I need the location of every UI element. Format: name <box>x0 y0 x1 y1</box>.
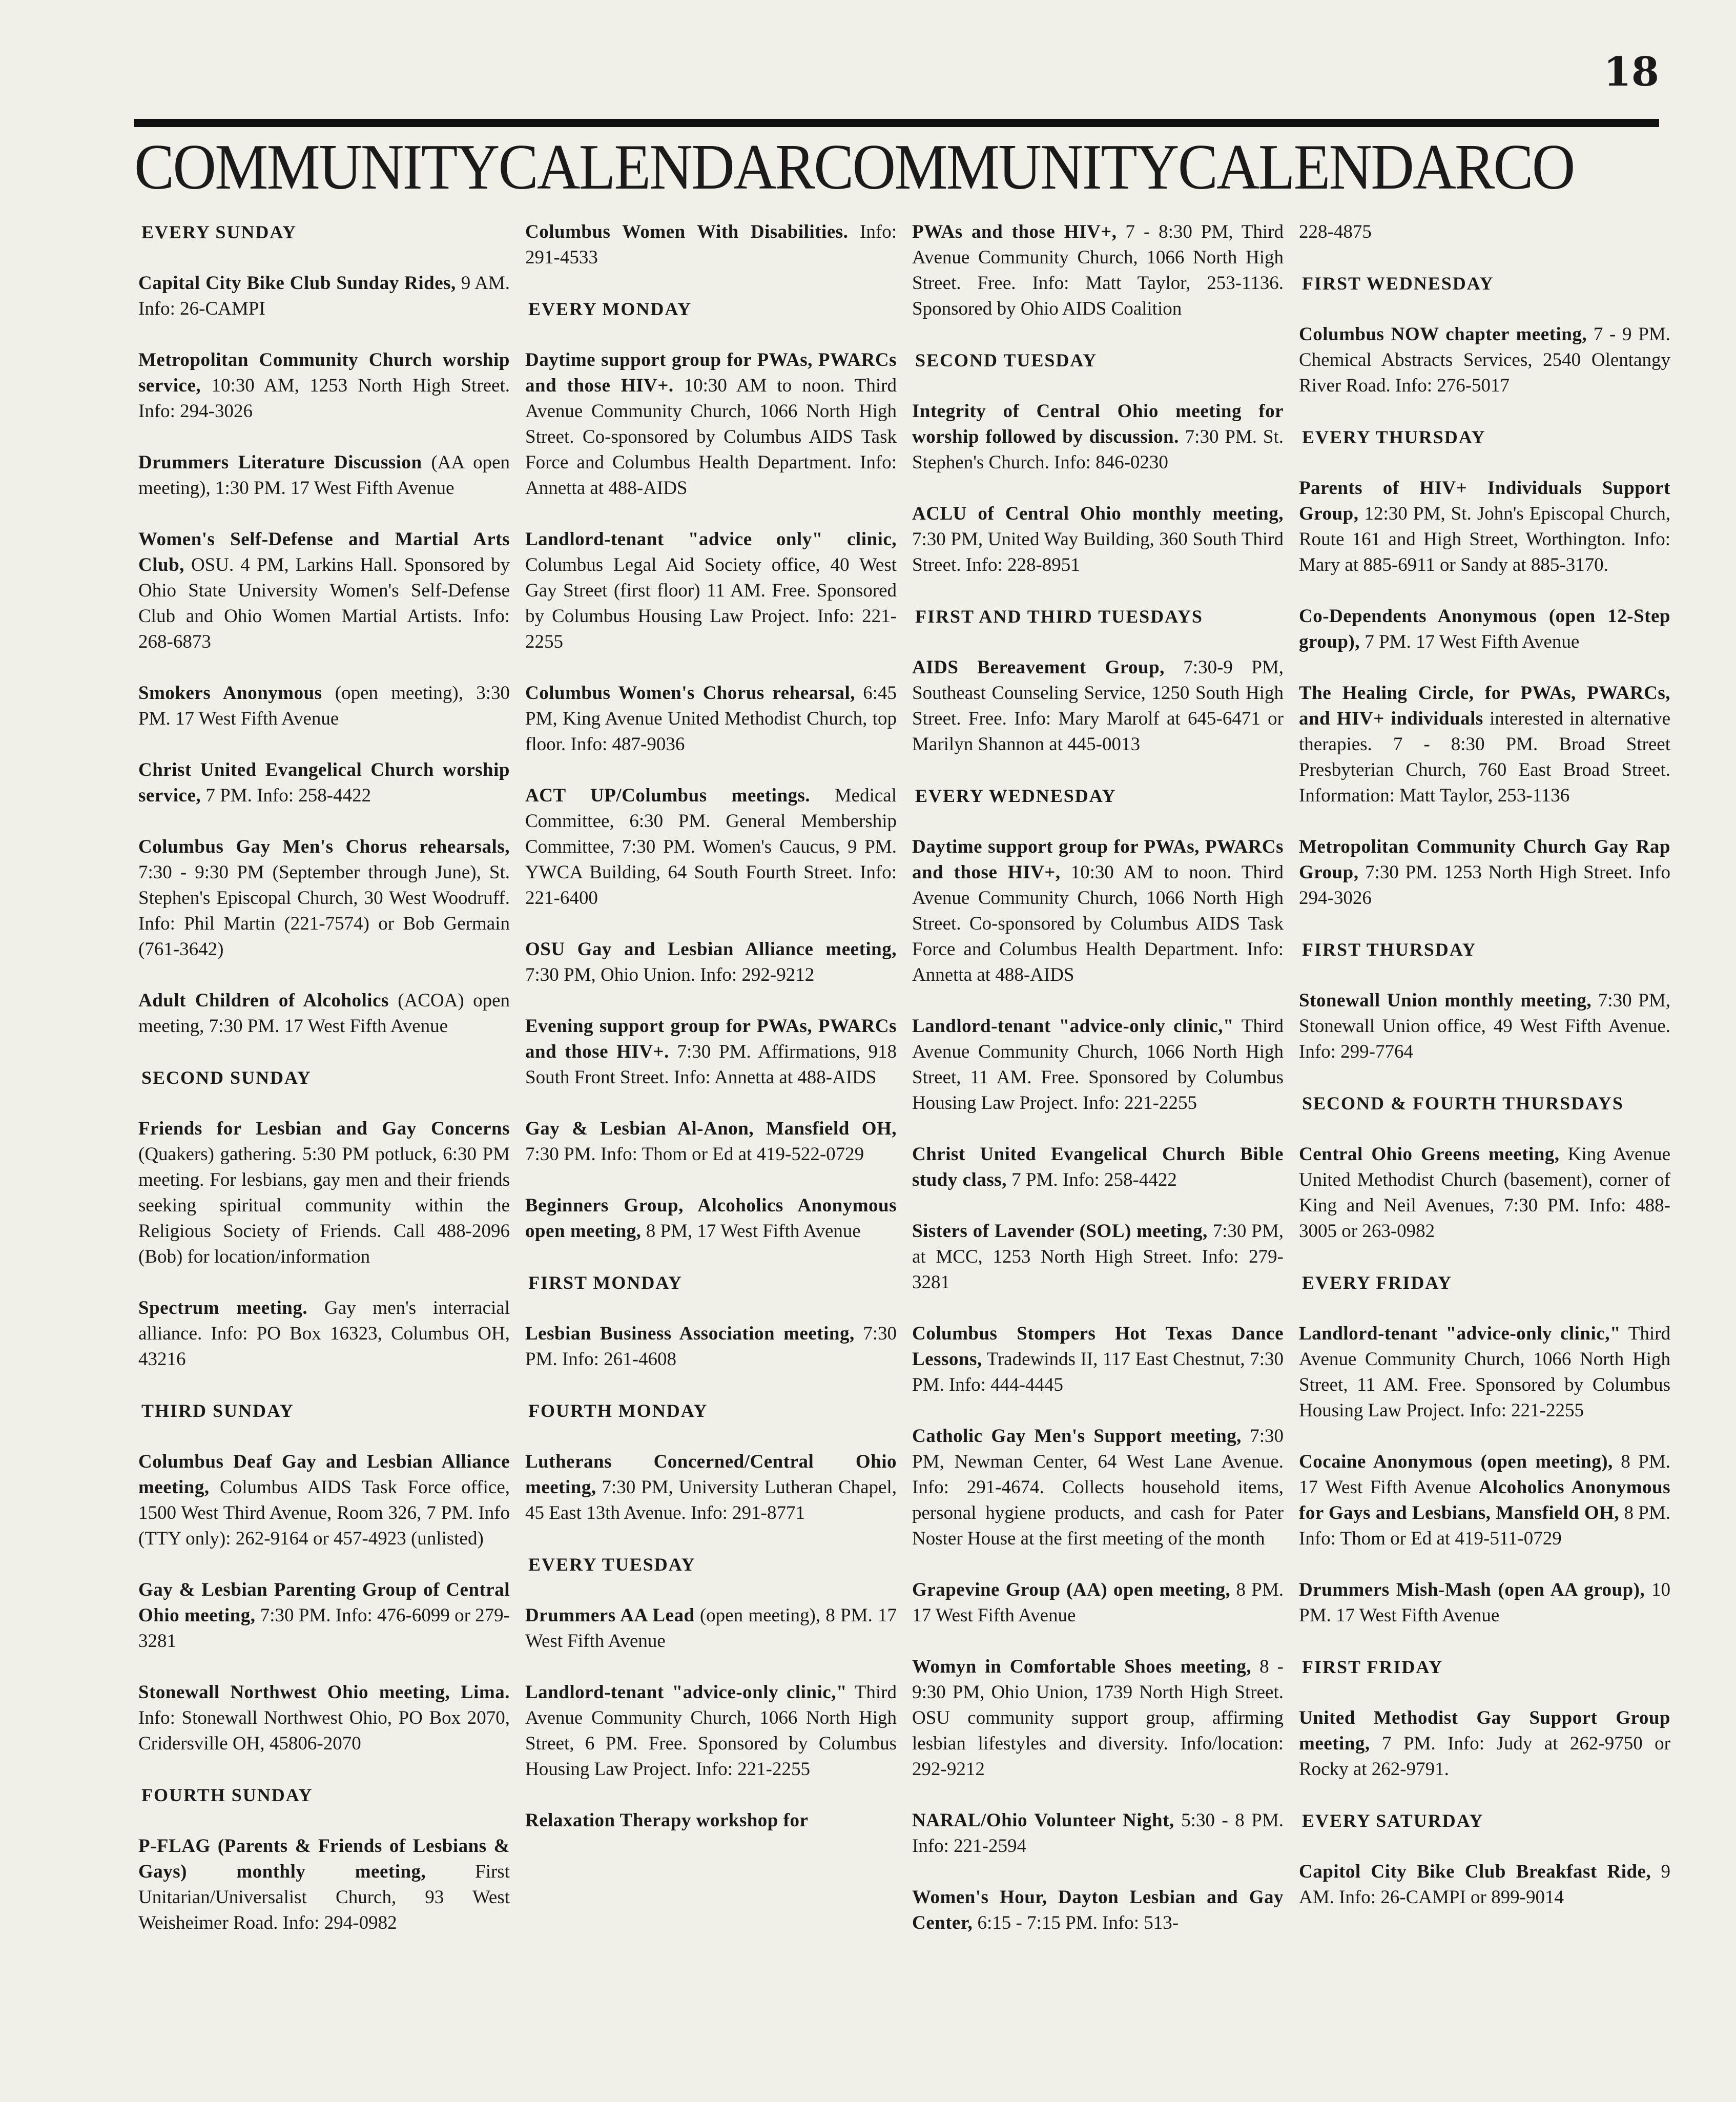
event-name: Evening support group for PWAs, PWARCs and those HIV+. <box>525 1016 897 1062</box>
event-name: ACLU of Central Ohio monthly meeting, <box>912 503 1284 524</box>
event-listing <box>912 399 1284 476</box>
event-listing <box>912 1654 1284 1782</box>
event-listing <box>525 219 897 271</box>
event-listing <box>525 527 897 655</box>
event-listing <box>525 1449 897 1526</box>
event-listing <box>525 937 897 988</box>
event-listing <box>912 1424 1284 1552</box>
section-heading: EVERY WEDNESDAY <box>915 786 1117 806</box>
event-details: 7:30 PM. Affirmations, 918 South Front Street. Info: Annetta at 488-AIDS <box>525 1041 897 1088</box>
event-listing <box>525 347 897 501</box>
event-details: 7:30 PM, at MCC, 1253 North High Street. Info: 279-3281 <box>912 1221 1284 1293</box>
event-listing <box>1299 322 1670 399</box>
event-listing <box>138 988 510 1039</box>
event-name: Spectrum meeting. <box>138 1297 308 1318</box>
event-details: 5:30 - 8 PM. Info: 221-2594 <box>912 1810 1284 1857</box>
event-details: Columbus Legal Aid Society office, 40 West Gay Street (first floor) 11 AM. Free. Sponsored by Columbus Housing Law Project. Info: 221-2255 <box>525 554 897 652</box>
event-name: PWAs and those HIV+, <box>912 221 1117 242</box>
event-listing <box>138 834 510 962</box>
event-details: 10:30 AM to noon. Third Avenue Community Church, 1066 North High Street. Co-sponsored by Columbus AIDS Task Force and Columbus Health Department. Info: Annetta at 488-AIDS <box>525 375 897 499</box>
event-details: Medical Committee, 6:30 PM. General Membership Committee, 7:30 PM. Women's Caucus, 9 PM. YWCA Building, 64 South Fourth Street. Info: 221-6400 <box>525 785 897 909</box>
event-listing <box>912 834 1284 988</box>
event-name: Christ United Evangelical Church Bible study class, <box>912 1144 1284 1190</box>
event-name: Friends for Lesbian and Gay Concerns <box>138 1118 510 1139</box>
event-details: 7:30-9 PM, Southeast Counseling Service, 1250 South High Street. Free. Info: Mary Marolf at 645-6471 or Marilyn Shannon at 445-0013 <box>912 657 1284 755</box>
event-name: Landlord-tenant "advice only" clinic, <box>525 529 897 550</box>
event-details: 10:30 AM, 1253 North High Street. Info: 294-3026 <box>138 375 510 422</box>
event-name: Columbus Gay Men's Chorus rehearsals, <box>138 836 510 857</box>
event-listing <box>138 1833 510 1936</box>
event-name: Co-Dependents Anonymous (open 12-Step group), <box>1299 606 1670 652</box>
event-listing <box>138 347 510 424</box>
event-name: Relaxation Therapy workshop for <box>525 1810 809 1831</box>
event-details: 7 PM. 17 West Fifth Avenue <box>1359 631 1580 652</box>
section-heading: FIRST AND THIRD TUESDAYS <box>915 606 1203 627</box>
event-listing <box>912 501 1284 578</box>
event-listing <box>138 1449 510 1552</box>
section-heading: EVERY SATURDAY <box>1302 1810 1484 1831</box>
event-details: 7:30 PM. Info: Thom or Ed at 419-522-0729 <box>525 1144 864 1165</box>
event-listing <box>1299 219 1670 245</box>
event-listing <box>525 1680 897 1782</box>
event-listing <box>138 681 510 732</box>
event-listing <box>912 1321 1284 1398</box>
event-name: Stonewall Union monthly meeting, <box>1299 990 1592 1011</box>
event-name: Gay & Lesbian Al-Anon, Mansfield OH, <box>525 1118 897 1139</box>
event-details: Third Avenue Community Church, 1066 North High Street, 11 AM. Free. Sponsored by Columbus Housing Law Project. Info: 221-2255 <box>1299 1323 1670 1421</box>
event-listing <box>138 527 510 655</box>
section-heading: SECOND SUNDAY <box>141 1067 312 1088</box>
event-name: Columbus Women's Chorus rehearsal, <box>525 683 856 704</box>
event-details: 7:30 PM, United Way Building, 360 South Third Street. Info: 228-8951 <box>912 529 1284 575</box>
section-heading: FIRST WEDNESDAY <box>1302 273 1494 294</box>
section-heading: FOURTH MONDAY <box>528 1400 708 1421</box>
event-details: 10 PM. 17 West Fifth Avenue <box>1299 1579 1670 1626</box>
calendar-columns <box>138 219 1670 1962</box>
event-listing <box>138 1577 510 1654</box>
event-listing <box>912 1577 1284 1629</box>
event-name: Capitol City Bike Club Breakfast Ride, <box>1299 1861 1651 1882</box>
calendar-column <box>525 219 897 1962</box>
event-details: 7:30 PM, University Lutheran Chapel, 45 East 13th Avenue. Info: 291-8771 <box>525 1477 897 1523</box>
event-listing <box>525 681 897 757</box>
section-heading: EVERY TUESDAY <box>528 1554 696 1575</box>
event-listing <box>525 1321 897 1372</box>
event-name: Columbus NOW chapter meeting, <box>1299 324 1587 345</box>
event-listing <box>525 1014 897 1090</box>
event-details: 7:30 PM. Info: 261-4608 <box>525 1323 897 1370</box>
event-name: Drummers AA Lead <box>525 1605 695 1626</box>
event-name: Daytime support group for PWAs, PWARCs and those HIV+, <box>912 836 1284 883</box>
event-name: Womyn in Comfortable Shoes meeting, <box>912 1656 1252 1677</box>
event-name: Integrity of Central Ohio meeting for worship followed by discussion. <box>912 401 1284 447</box>
section-heading: EVERY SUNDAY <box>141 222 297 242</box>
event-details: King Avenue United Methodist Church (basement), corner of King and Neil Avenues, 7:30 PM. Info: 488-3005 or 263-0982 <box>1299 1144 1670 1242</box>
event-name: Cocaine Anonymous (open meeting), <box>1299 1451 1613 1472</box>
section-heading: EVERY THURSDAY <box>1302 427 1486 447</box>
event-details: 7:30 PM, Ohio Union. Info: 292-9212 <box>525 964 815 985</box>
event-name: Grapevine Group (AA) open meeting, <box>912 1579 1231 1600</box>
event-listing <box>1299 1142 1670 1244</box>
event-details: (ACOA) open meeting, 7:30 PM. 17 West Fifth Avenue <box>138 990 510 1037</box>
header-rule <box>134 119 1659 127</box>
event-details: Info: 291-4533 <box>525 221 897 268</box>
event-details: 9 AM. Info: 26-CAMPI or 899-9014 <box>1299 1861 1670 1908</box>
event-listing <box>912 655 1284 757</box>
event-listing <box>138 271 510 322</box>
event-listing <box>1299 681 1670 809</box>
event-details: 6:15 - 7:15 PM. Info: 513- <box>973 1912 1179 1933</box>
event-details: 7 PM. Info: 258-4422 <box>1006 1169 1177 1190</box>
calendar-column <box>912 219 1284 1962</box>
section-heading: SECOND & FOURTH THURSDAYS <box>1302 1093 1624 1114</box>
event-listing <box>138 450 510 501</box>
event-listing <box>138 1295 510 1372</box>
event-details: 7:30 PM. Info: 476-6099 or 279-3281 <box>138 1605 510 1652</box>
event-name: NARAL/Ohio Volunteer Night, <box>912 1810 1174 1831</box>
section-heading: FIRST FRIDAY <box>1302 1657 1443 1677</box>
event-listing <box>1299 834 1670 911</box>
event-listing <box>1299 1859 1670 1910</box>
event-details: 12:30 PM, St. John's Episcopal Church, Route 161 and High Street, Worthington. Info: Mary at 885-6911 or Sandy at 885-3170. <box>1299 503 1670 575</box>
event-name: ACT UP/Columbus meetings. <box>525 785 811 806</box>
event-details: (open meeting), 3:30 PM. 17 West Fifth Avenue <box>138 683 510 729</box>
event-name: Landlord-tenant "advice-only clinic," <box>1299 1323 1621 1344</box>
calendar-column <box>1299 219 1670 1962</box>
event-name: Landlord-tenant "advice-only clinic," <box>912 1016 1234 1037</box>
event-details: 7:30 PM, Newman Center, 64 West Lane Avenue. Info: 291-4674. Collects household items, personal hygiene products, and cash for Pater Noster House at the first meeting of the month <box>912 1426 1284 1549</box>
event-listing <box>1299 604 1670 655</box>
event-name: Smokers Anonymous <box>138 683 322 704</box>
event-details: (open meeting), 8 PM. 17 West Fifth Avenue <box>525 1605 897 1652</box>
event-name: Stonewall Northwest Ohio meeting, Lima. <box>138 1682 510 1703</box>
event-listing <box>138 1116 510 1270</box>
event-name: P-FLAG (Parents & Friends of Lesbians & Gays) monthly meeting, <box>138 1836 510 1882</box>
event-name: Metropolitan Community Church Gay Rap Group, <box>1299 836 1670 883</box>
event-name: Christ United Evangelical Church worship service, <box>138 759 510 806</box>
event-details: interested in alternative therapies. 7 - 8:30 PM. Broad Street Presbyterian Church, 760 East Broad Street. Information: Matt Taylor, 253-1136 <box>1299 708 1670 806</box>
event-listing <box>1299 1449 1670 1552</box>
event-details: Columbus AIDS Task Force office, 1500 West Third Avenue, Room 326, 7 PM. Info (TTY only): 262-9164 or 457-4923 (unlisted) <box>138 1477 510 1549</box>
event-listing <box>1299 1577 1670 1629</box>
event-listing <box>525 783 897 911</box>
event-name: AIDS Bereavement Group, <box>912 657 1165 678</box>
event-name: Capital City Bike Club Sunday Rides, <box>138 273 456 294</box>
event-details: 7 - 8:30 PM, Third Avenue Community Church, 1066 North High Street. Free. Info: Matt Taylor, 253-1136. Sponsored by Ohio AIDS Coalition <box>912 221 1284 319</box>
section-heading: FOURTH SUNDAY <box>141 1785 313 1805</box>
event-details: 228-4875 <box>1299 221 1372 242</box>
event-details: 6:45 PM, King Avenue United Methodist Church, top floor. Info: 487-9036 <box>525 683 897 755</box>
event-name: Catholic Gay Men's Support meeting, <box>912 1426 1242 1447</box>
event-details: Third Avenue Community Church, 1066 North High Street, 6 PM. Free. Sponsored by Columbus Housing Law Project. Info: 221-2255 <box>525 1682 897 1780</box>
event-listing <box>912 1142 1284 1193</box>
event-name: The Healing Circle, for PWAs, PWARCs, and HIV+ individuals <box>1299 683 1670 729</box>
section-heading: SECOND TUESDAY <box>915 350 1098 370</box>
event-details: First Unitarian/Universalist Church, 93 West Weisheimer Road. Info: 294-0982 <box>138 1861 510 1933</box>
event-name: Parents of HIV+ Individuals Support Group, <box>1299 478 1670 524</box>
event-details: 10:30 AM to noon. Third Avenue Community Church, 1066 North High Street. Co-sponsored by Columbus AIDS Task Force and Columbus Health Department. Info: Annetta at 488-AIDS <box>912 862 1284 985</box>
event-listing <box>138 1680 510 1757</box>
event-details: Tradewinds II, 117 East Chestnut, 7:30 PM. Info: 444-4445 <box>912 1349 1284 1395</box>
event-name: Sisters of Lavender (SOL) meeting, <box>912 1221 1208 1242</box>
event-details: (AA open meeting), 1:30 PM. 17 West Fifth Avenue <box>138 452 510 499</box>
event-details: 7:30 PM. 1253 North High Street. Info 294-3026 <box>1299 862 1670 909</box>
event-details: Third Avenue Community Church, 1066 North High Street, 11 AM. Free. Sponsored by Columbus Housing Law Project. Info: 221-2255 <box>912 1016 1284 1114</box>
event-name: Gay & Lesbian Parenting Group of Central Ohio meeting, <box>138 1579 510 1626</box>
event-name: Daytime support group for PWAs, PWARCs and those HIV+. <box>525 349 897 396</box>
page-number: 18 <box>1603 49 1659 95</box>
section-heading: EVERY FRIDAY <box>1302 1272 1453 1293</box>
event-name: Columbus Stompers Hot Texas Dance Lessons, <box>912 1323 1284 1370</box>
event-details: 7 PM. Info: 258-4422 <box>201 785 371 806</box>
event-listing <box>1299 1321 1670 1424</box>
event-details: 7 PM. Info: Judy at 262-9750 or Rocky at 262-9791. <box>1299 1733 1670 1780</box>
event-name: Drummers Literature Discussion <box>138 452 422 473</box>
event-details: 8 - 9:30 PM, Ohio Union, 1739 North High Street. OSU community support group, affirming lesbian lifestyles and diversity. Info/location: 292-9212 <box>912 1656 1284 1780</box>
event-listing <box>1299 1705 1670 1782</box>
event-details: 9 AM. Info: 26-CAMPI <box>138 273 510 319</box>
event-name: Alcoholics Anonymous for Gays and Lesbians, Mansfield OH, <box>1299 1477 1670 1523</box>
event-listing <box>525 1808 897 1833</box>
page-title: COMMUNITYCALENDARCOMMUNITYCALENDARCO <box>134 132 1574 203</box>
event-name: Columbus Deaf Gay and Lesbian Alliance meeting, <box>138 1451 510 1498</box>
event-name: United Methodist Gay Support Group meeting, <box>1299 1707 1670 1754</box>
event-name: Columbus Women With Disabilities. <box>525 221 849 242</box>
event-details: (Quakers) gathering. 5:30 PM potluck, 6:30 PM meeting. For lesbians, gay men and their friends seeking spiritual community within the Religious Society of Friends. Call 488-2096 (Bob) for location/information <box>138 1144 510 1267</box>
event-details: OSU. 4 PM, Larkins Hall. Sponsored by Ohio State University Women's Self-Defense Club and Ohio Women Martial Artists. Info: 268-6873 <box>138 554 510 652</box>
event-name: Central Ohio Greens meeting, <box>1299 1144 1560 1165</box>
event-listing <box>525 1116 897 1167</box>
event-name: Women's Hour, Dayton Lesbian and Gay Center, <box>912 1887 1284 1933</box>
event-listing <box>912 1808 1284 1859</box>
section-heading: EVERY MONDAY <box>528 299 692 319</box>
event-details: 7:30 PM. St. Stephen's Church. Info: 846-0230 <box>912 426 1284 473</box>
event-listing <box>1299 476 1670 578</box>
section-heading: FIRST MONDAY <box>528 1272 683 1293</box>
event-listing <box>912 1885 1284 1936</box>
event-listing <box>912 1014 1284 1116</box>
event-name: Adult Children of Alcoholics <box>138 990 389 1011</box>
event-details: 8 PM, 17 West Fifth Avenue <box>641 1221 861 1242</box>
event-name: Beginners Group, Alcoholics Anonymous open meeting, <box>525 1195 897 1242</box>
event-listing <box>525 1193 897 1244</box>
section-heading: FIRST THURSDAY <box>1302 939 1477 960</box>
event-name: Women's Self-Defense and Martial Arts Club, <box>138 529 510 575</box>
event-details: 7 - 9 PM. Chemical Abstracts Services, 2540 Olentangy River Road. Info: 276-5017 <box>1299 324 1670 396</box>
event-name: Lutherans Concerned/Central Ohio meeting, <box>525 1451 897 1498</box>
event-details: 7:30 PM, Stonewall Union office, 49 West Fifth Avenue. Info: 299-7764 <box>1299 990 1670 1062</box>
section-heading: THIRD SUNDAY <box>141 1400 294 1421</box>
event-name: Drummers Mish-Mash (open AA group), <box>1299 1579 1645 1600</box>
event-details: 8 PM. 17 West Fifth Avenue <box>912 1579 1284 1626</box>
event-listing <box>525 1603 897 1654</box>
event-details: 7:30 - 9:30 PM (September through June), St. Stephen's Episcopal Church, 30 West Woodruff. Info: Phil Martin (221-7574) or Bob Germain (761-3642) <box>138 862 510 960</box>
event-details: 8 PM. 17 West Fifth Avenue <box>1299 1451 1670 1498</box>
event-details: 8 PM. Info: Thom or Ed at 419-511-0729 <box>1299 1502 1670 1549</box>
calendar-column <box>138 219 510 1962</box>
event-details: Info: Stonewall Northwest Ohio, PO Box 2070, Cridersville OH, 45806-2070 <box>138 1707 510 1754</box>
event-name: OSU Gay and Lesbian Alliance meeting, <box>525 939 897 960</box>
event-listing <box>912 219 1284 322</box>
event-name: Landlord-tenant "advice-only clinic," <box>525 1682 848 1703</box>
event-listing <box>1299 988 1670 1065</box>
event-listing <box>138 757 510 809</box>
event-details: Gay men's interracial alliance. Info: PO Box 16323, Columbus OH, 43216 <box>138 1297 510 1370</box>
event-name: Metropolitan Community Church worship service, <box>138 349 510 396</box>
event-listing <box>912 1219 1284 1295</box>
event-name: Lesbian Business Association meeting, <box>525 1323 855 1344</box>
